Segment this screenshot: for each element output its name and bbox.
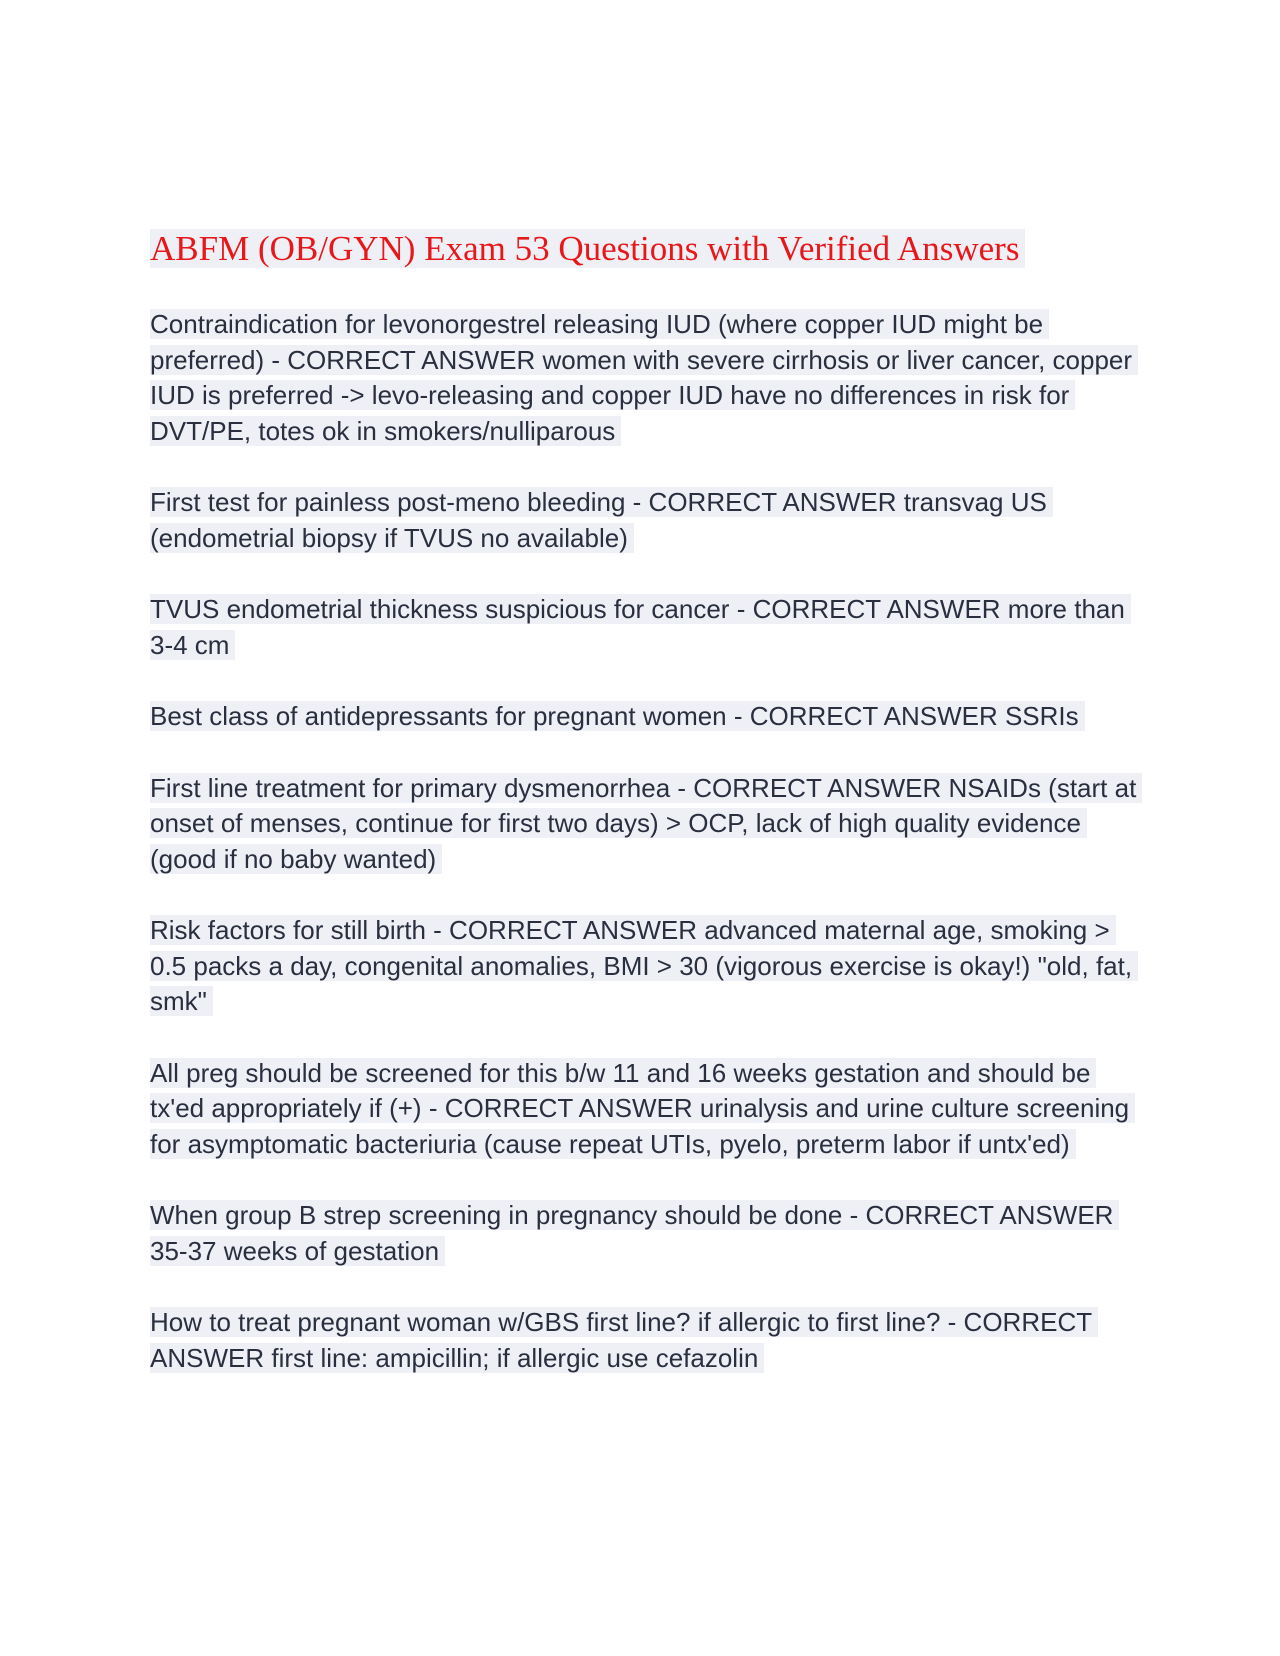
qa-item-6 xyxy=(150,913,1140,1020)
qa-item-2 xyxy=(150,485,1140,556)
qa-item-text: Best class of antidepressants for pregnant women - CORRECT ANSWER SSRIs xyxy=(150,701,1085,731)
qa-item-text: Risk factors for still birth - CORRECT ANSWER advanced maternal age, smoking > 0.5 packs a day, congenital anomalies, BMI > 30 (vigorous exercise is okay!) "old, fat, smk" xyxy=(150,915,1138,1016)
qa-item-8 xyxy=(150,1198,1140,1269)
qa-item-1 xyxy=(150,307,1140,449)
qa-item-4 xyxy=(150,699,1140,735)
qa-item-text: Contraindication for levonorgestrel releasing IUD (where copper IUD might be preferred) - CORRECT ANSWER women with severe cirrhosis or liver cancer, copper IUD is preferred -> levo-releasing and copper IUD have no differences in risk for DVT/PE, totes ok in smokers/nulliparous xyxy=(150,309,1138,446)
document-title-text: ABFM (OB/GYN) Exam 53 Questions with Verified Answers xyxy=(150,229,1025,268)
document-content xyxy=(150,228,1140,1412)
qa-item-text: First line treatment for primary dysmenorrhea - CORRECT ANSWER NSAIDs (start at onset of menses, continue for first two days) > OCP, lack of high quality evidence (good if no baby wanted) xyxy=(150,773,1142,874)
document-title xyxy=(150,228,1140,270)
qa-item-text: First test for painless post-meno bleeding - CORRECT ANSWER transvag US (endometrial biopsy if TVUS no available) xyxy=(150,487,1053,553)
qa-item-9 xyxy=(150,1305,1140,1376)
qa-item-7 xyxy=(150,1056,1140,1163)
qa-item-5 xyxy=(150,771,1140,878)
qa-item-text: When group B strep screening in pregnancy should be done - CORRECT ANSWER 35-37 weeks of gestation xyxy=(150,1200,1119,1266)
qa-item-text: TVUS endometrial thickness suspicious for cancer - CORRECT ANSWER more than 3-4 cm xyxy=(150,594,1131,660)
qa-item-text: All preg should be screened for this b/w 11 and 16 weeks gestation and should be tx'ed appropriately if (+) - CORRECT ANSWER urinalysis and urine culture screening for asymptomatic bacteriuria (cause repeat UTIs, pyelo, preterm labor if untx'ed) xyxy=(150,1058,1135,1159)
qa-item-text: How to treat pregnant woman w/GBS first line? if allergic to first line? - CORRECT ANSWER first line: ampicillin; if allergic use cefazolin xyxy=(150,1307,1098,1373)
qa-item-3 xyxy=(150,592,1140,663)
